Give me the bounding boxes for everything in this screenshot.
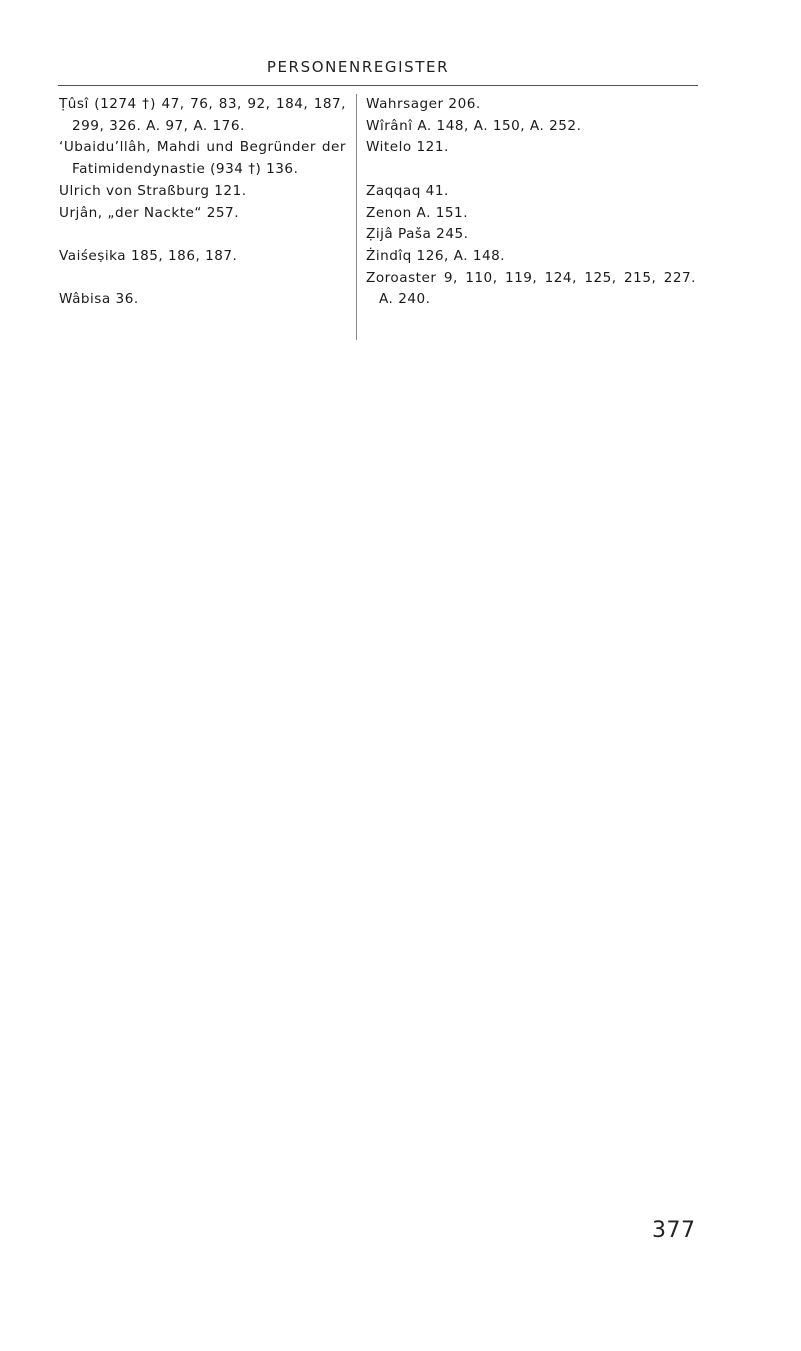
index-entry-zija-pasa: Ẓijâ Paša 245. <box>366 226 469 243</box>
index-entry-ulrich: Ulrich von Straßburg 121. <box>59 182 247 199</box>
index-entry-zindiq: Żindîq 126, A. 148. <box>366 247 506 264</box>
index-entry-urjan: Urjân, „der Nackte“ 257. <box>59 204 240 221</box>
index-entry-witelo: Witelo 121. <box>366 139 449 156</box>
index-entry-zenon: Zenon A. 151. <box>366 204 469 221</box>
header-rule <box>58 85 698 86</box>
right-column <box>366 94 696 311</box>
column-divider <box>356 94 357 340</box>
letter-gap <box>59 268 346 290</box>
index-entry-vaisesika: Vaiśeṣika 185, 186, 187. <box>59 247 238 264</box>
left-column <box>59 94 346 311</box>
letter-gap <box>59 224 346 246</box>
page-number: 377 <box>652 1218 696 1243</box>
index-entry-zoroaster: Zoroaster 9, 110, 119, 124, 125, 215, 227. A. 240. <box>366 269 696 308</box>
index-entry-wirani: Wîrânî A. 148, A. 150, A. 252. <box>366 117 582 134</box>
index-entry-tusi: Ṭûsî (1274 †) 47, 76, 83, 92, 184, 187, 299, 326. A. 97, A. 176. <box>59 96 346 134</box>
index-entry-ubaidullah: ‘Ubaidu’llâh, Mahdi und Begründer der Fatimidendynastie (934 †) 136. <box>59 139 346 178</box>
running-head: PERSONENREGISTER <box>266 58 450 76</box>
index-entry-wahrsager: Wahrsager 206. <box>366 96 481 112</box>
index-entry-zaqqaq: Zaqqaq 41. <box>366 182 449 199</box>
letter-gap <box>366 159 696 181</box>
index-entry-wabisa: Wâbisa 36. <box>59 291 139 308</box>
